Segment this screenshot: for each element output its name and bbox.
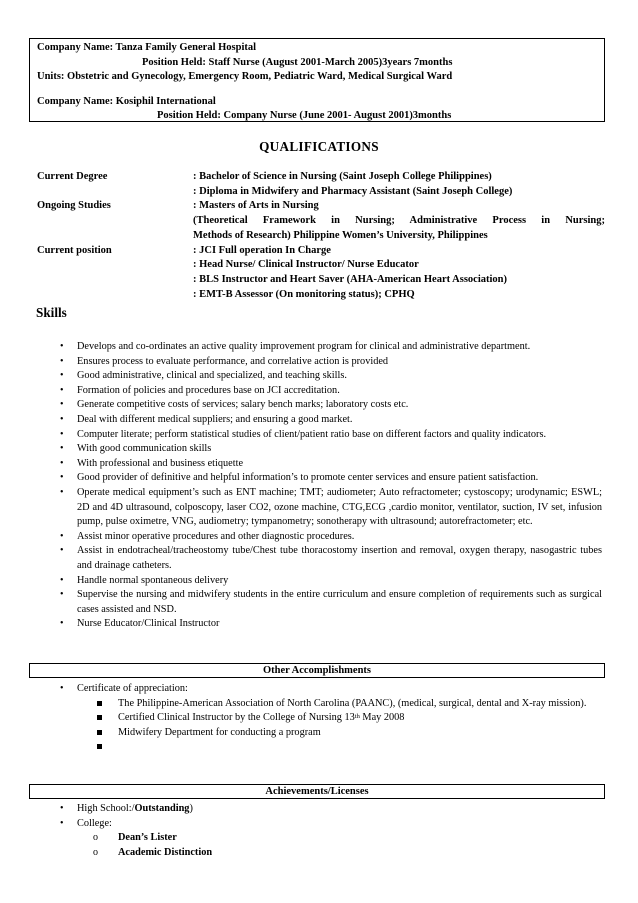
skill-text: Deal with different medical suppliers; and ensuring a good market. — [77, 413, 353, 425]
list-item — [62, 544, 602, 573]
bullet-icon: • — [60, 618, 64, 630]
circle-bullet-icon: o — [93, 846, 98, 858]
qual-row — [37, 214, 605, 229]
skill-text: Good administrative, clinical and specialized, and teaching skills. — [77, 370, 347, 382]
qual-row — [37, 170, 605, 185]
list-item — [62, 817, 602, 832]
bullet-icon: • — [60, 589, 64, 601]
skill-text: Handle normal spontaneous delivery — [77, 574, 229, 586]
list-item — [62, 369, 602, 384]
bullet-icon: • — [60, 443, 64, 455]
qualifications-table — [37, 170, 605, 302]
qual-value: : Diploma in Midwifery and Pharmacy Assistant (Saint Joseph College) — [193, 185, 513, 197]
bullet-icon: • — [60, 457, 64, 469]
qual-label — [37, 258, 193, 273]
qual-label — [37, 229, 193, 244]
circle-bullet-icon: o — [93, 832, 98, 844]
achievements-list — [62, 802, 602, 860]
qual-label — [37, 185, 193, 200]
bullet-icon: • — [60, 803, 64, 814]
skill-text: Develops and co-ordinates an active quality improvement program for clinical and administrative department. — [77, 341, 531, 352]
qual-label — [37, 214, 193, 229]
high-school-award: Outstanding — [134, 803, 190, 814]
list-item — [62, 588, 602, 617]
qual-label — [37, 288, 193, 303]
qual-value: : Head Nurse/ Clinical Instructor/ Nurse Educator — [193, 259, 419, 271]
bullet-icon: • — [60, 370, 64, 382]
bullet-icon: • — [60, 413, 64, 425]
qual-value: Methods of Research) Philippine Women’s University, Philippines — [193, 229, 488, 241]
list-item — [62, 355, 602, 370]
list-item — [62, 574, 602, 589]
list-item — [62, 530, 602, 545]
square-bullet-icon — [97, 701, 102, 706]
bullet-icon: • — [60, 384, 64, 396]
qual-label: Current Degree — [37, 171, 108, 182]
achievements-title: Achievements/Licenses — [29, 784, 605, 799]
high-school-label: High School:/ — [77, 803, 135, 814]
bullet-icon: • — [60, 399, 64, 411]
qual-value: : EMT-B Assessor (On monitoring status); CPHQ — [193, 288, 415, 300]
list-item — [62, 428, 602, 443]
skill-text: With professional and business etiquette — [77, 457, 244, 469]
square-bullet-icon — [97, 715, 102, 720]
skills-list — [62, 340, 602, 632]
units-1: Units: Obstetric and Gynecology, Emergency Room, Pediatric Ward, Medical Surgical Ward — [37, 71, 453, 83]
sub-item-text: The Philippine-American Association of North Carolina (PAANC), (medical, surgical, dental and X-ray mission). — [118, 697, 587, 709]
bullet-icon: • — [60, 545, 64, 557]
experience-box — [29, 38, 605, 122]
sub-item-text: Certified Clinical Instructor by the College of Nursing 13 — [118, 712, 355, 724]
college-label: College: — [77, 817, 112, 829]
skill-text: Good provider of definitive and helpful information’s to promote center services and ensure patient satisfaction. — [77, 472, 539, 484]
qual-label: Current position — [37, 244, 112, 256]
accomplishment-text: Certificate of appreciation: — [77, 683, 188, 694]
bullet-icon: • — [60, 530, 64, 542]
skills-heading: Skills — [36, 305, 67, 320]
list-item — [62, 398, 602, 413]
qual-label — [37, 273, 193, 288]
bullet-icon: • — [60, 817, 64, 829]
sub-item-date: May 2008 — [359, 712, 405, 724]
qual-row — [37, 288, 605, 303]
bullet-icon: • — [60, 683, 64, 694]
company-name-2: Company Name: Kosiphil International — [37, 95, 216, 107]
list-item — [62, 802, 602, 817]
list-item — [62, 457, 602, 472]
sub-list-item — [62, 726, 602, 741]
qual-value: : Masters of Arts in Nursing — [193, 200, 319, 212]
square-bullet-icon — [97, 730, 102, 735]
college-award: Academic Distinction — [118, 846, 213, 858]
skill-text: Computer literate; perform statistical studies of client/patient ratio base on different factors and quality indicators. — [77, 428, 547, 440]
bullet-icon: • — [60, 472, 64, 484]
qual-row — [37, 244, 605, 259]
qual-value: : Bachelor of Science in Nursing (Saint Joseph College Philippines) — [193, 171, 492, 182]
skill-text: Supervise the nursing and midwifery students in the entire curriculum and ensure completion of requirements such as surgical cases assisted and NSD. — [77, 589, 602, 615]
sub-list-item — [62, 697, 602, 712]
list-item — [62, 413, 602, 428]
list-item — [62, 471, 602, 486]
skill-text: Assist minor operative procedures and other diagnostic procedures. — [77, 530, 355, 542]
sub-list-item — [62, 831, 602, 846]
sub-item-text: Midwifery Department for conducting a program — [118, 726, 321, 738]
list-item — [62, 486, 602, 530]
qualifications-title: QUALIFICATIONS — [259, 139, 379, 154]
square-bullet-icon — [97, 744, 102, 749]
list-item — [62, 442, 602, 457]
skill-text: Generate competitive costs of services; salary bench marks; laboratory costs etc. — [77, 399, 409, 411]
high-school-suffix: ) — [189, 803, 193, 814]
skill-text: Assist in endotracheal/tracheostomy tube/Chest tube thoracostomy insertion and removal, oxygen therapy, nasogastric tubes and drainage catheters. — [77, 545, 602, 571]
sub-list-item — [62, 846, 602, 861]
list-item — [62, 384, 602, 399]
accomplishments-list — [62, 682, 602, 755]
qual-value: : BLS Instructor and Heart Saver (AHA-American Heart Association) — [193, 273, 507, 285]
skill-text: With good communication skills — [77, 443, 212, 455]
position-held-1: Position Held: Staff Nurse (August 2001-March 2005)3years 7months — [142, 56, 453, 68]
list-item — [62, 340, 602, 355]
ordinal-suffix: th — [354, 713, 360, 721]
qual-row — [37, 258, 605, 273]
skill-text: Operate medical equipment’s such as ENT machine; TMT; audiometer; Auto refractometer; cystoscopy; urodynamic; ESWL; 2D and 4D ultrasound, colposcopy, laser CO2, ozone machine, CTG,ECG ,cardio monitor, ventilator, suction, IV set, infusion pump, pulse oximetre, VNG, audiometry; tympanometry; sonotherapy with ultrasound; autorefractometer; etc. — [77, 486, 602, 528]
qual-row — [37, 273, 605, 288]
bullet-icon: • — [60, 355, 64, 367]
skill-text: Formation of policies and procedures base on JCI accreditation. — [77, 384, 340, 396]
sub-list-item — [62, 711, 602, 726]
bullet-icon: • — [60, 341, 64, 352]
qual-row — [37, 229, 605, 244]
position-held-2: Position Held: Company Nurse (June 2001- August 2001)3months — [157, 110, 452, 122]
qual-value: : JCI Full operation In Charge — [193, 244, 331, 256]
qual-value: (Theoretical Framework in Nursing; Administrative Process in Nursing; — [193, 215, 605, 227]
qual-row — [37, 199, 605, 214]
skill-text: Nurse Educator/Clinical Instructor — [77, 618, 220, 630]
accomplishments-title: Other Accomplishments — [29, 663, 605, 678]
qual-label: Ongoing Studies — [37, 200, 111, 212]
bullet-icon: • — [60, 574, 64, 586]
list-item — [62, 617, 602, 632]
bullet-icon: • — [60, 428, 64, 440]
qual-row — [37, 185, 605, 200]
list-item — [62, 682, 602, 697]
skill-text: Ensures process to evaluate performance, and correlative action is provided — [77, 355, 389, 367]
company-name-1: Company Name: Tanza Family General Hospital — [37, 42, 257, 53]
college-award: Dean’s Lister — [118, 832, 177, 844]
sub-list-item — [62, 740, 602, 755]
bullet-icon: • — [60, 486, 64, 498]
